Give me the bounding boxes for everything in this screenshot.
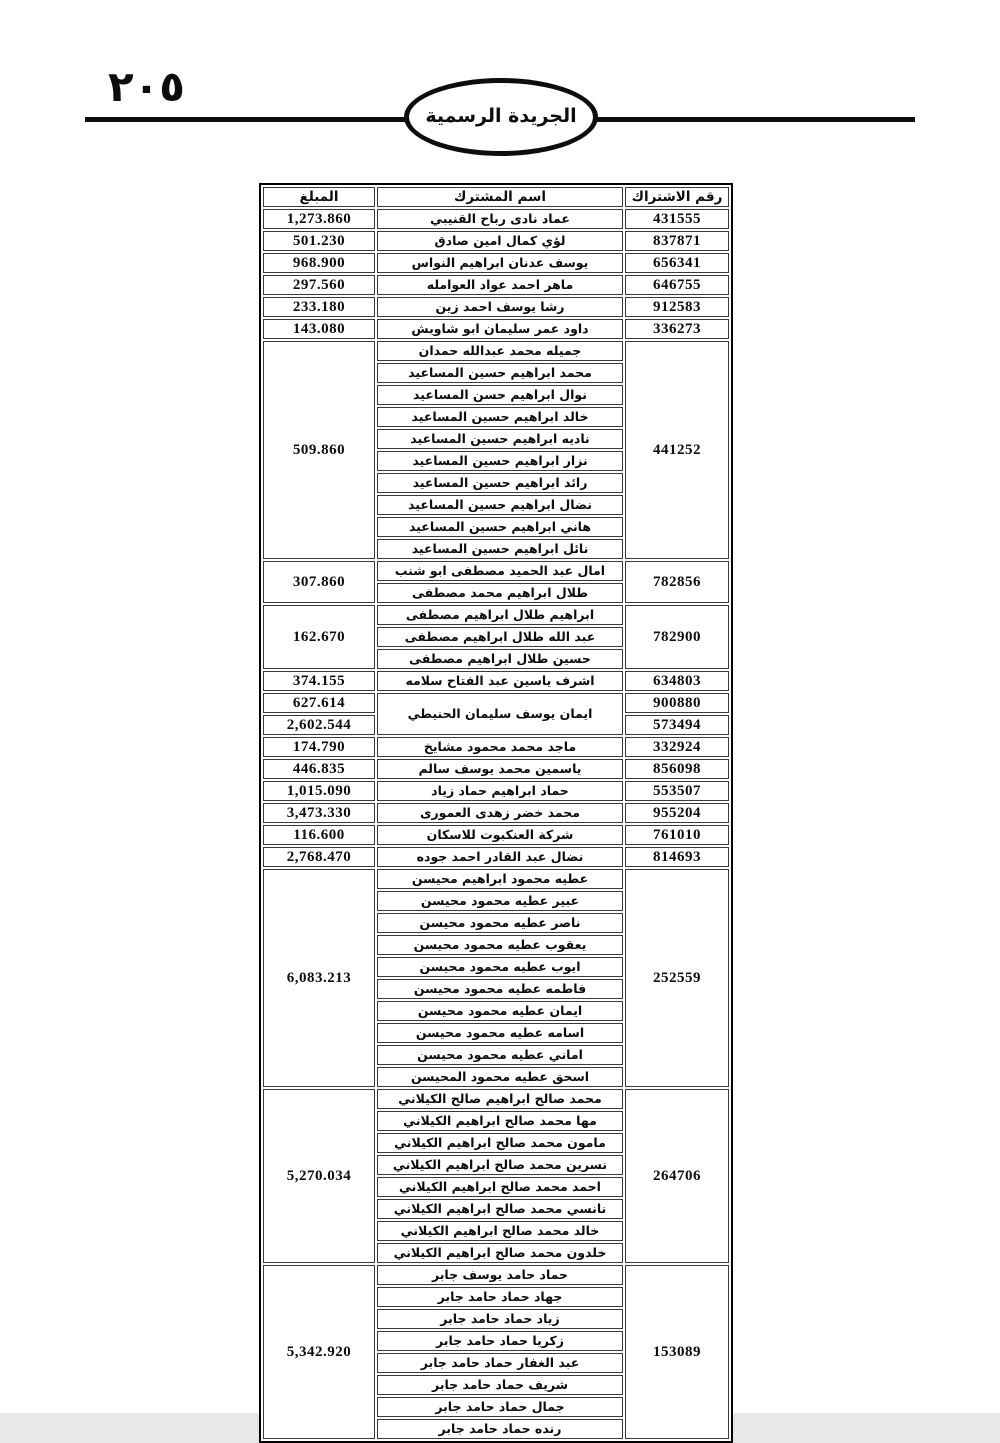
cell-amount: 3,473.330 — [263, 803, 375, 823]
table-row — [263, 253, 729, 273]
cell-subscriber-name: ايوب عطيه محمود محيسن — [377, 957, 623, 977]
cell-amount: 627.614 — [263, 693, 375, 713]
subscribers-table-wrapper — [259, 183, 733, 1443]
cell-subscription-number: 634803 — [625, 671, 729, 691]
cell-amount: 143.080 — [263, 319, 375, 339]
cell-subscription-number: 814693 — [625, 847, 729, 867]
cell-subscriber-name: فاطمه عطيه محمود محيسن — [377, 979, 623, 999]
table-row — [263, 561, 729, 581]
cell-subscription-number: 431555 — [625, 209, 729, 229]
cell-subscriber-name: خالد ابراهيم حسين المساعيد — [377, 407, 623, 427]
subscribers-table — [259, 183, 733, 1443]
table-row — [263, 803, 729, 823]
cell-subscriber-name: داود عمر سليمان ابو شاويش — [377, 319, 623, 339]
table-row — [263, 297, 729, 317]
cell-subscriber-name: ياسمين محمد يوسف سالم — [377, 759, 623, 779]
cell-amount: 968.900 — [263, 253, 375, 273]
cell-subscription-number: 955204 — [625, 803, 729, 823]
cell-subscriber-name: عبير عطيه محمود محيسن — [377, 891, 623, 911]
cell-amount: 1,015.090 — [263, 781, 375, 801]
cell-subscriber-name: خلدون محمد صالح ابراهيم الكيلاني — [377, 1243, 623, 1263]
table-row — [263, 671, 729, 691]
cell-subscription-number: 553507 — [625, 781, 729, 801]
cell-subscription-number: 837871 — [625, 231, 729, 251]
cell-subscriber-name: ماجد محمد محمود مشايخ — [377, 737, 623, 757]
cell-subscriber-name: رشا يوسف احمد زين — [377, 297, 623, 317]
table-row — [263, 1265, 729, 1285]
cell-subscription-number: 332924 — [625, 737, 729, 757]
cell-subscriber-name: اسحق عطيه محمود المحيسن — [377, 1067, 623, 1087]
cell-subscription-number: 761010 — [625, 825, 729, 845]
cell-subscriber-name: ناديه ابراهيم حسين المساعيد — [377, 429, 623, 449]
cell-subscriber-name: لؤي كمال امين صادق — [377, 231, 623, 251]
table-row — [263, 737, 729, 757]
cell-subscriber-name: مامون محمد صالح ابراهيم الكيلاني — [377, 1133, 623, 1153]
cell-subscriber-name: مها محمد صالح ابراهيم الكيلاني — [377, 1111, 623, 1131]
header-subscription-number: رقم الاشتراك — [625, 187, 729, 207]
cell-subscriber-name: حماد ابراهيم حماد زياد — [377, 781, 623, 801]
cell-subscriber-name: جهاد حماد حامد جابر — [377, 1287, 623, 1307]
cell-subscriber-name: اشرف ياسين عبد الفتاح سلامه — [377, 671, 623, 691]
cell-subscriber-name: اسامه عطيه محمود محيسن — [377, 1023, 623, 1043]
table-header-row — [263, 187, 729, 207]
cell-subscriber-name: شريف حماد حامد جابر — [377, 1375, 623, 1395]
cell-amount: 5,342.920 — [263, 1265, 375, 1439]
cell-subscription-number: 656341 — [625, 253, 729, 273]
cell-subscription-number: 856098 — [625, 759, 729, 779]
table-row — [263, 825, 729, 845]
cell-subscription-number: 336273 — [625, 319, 729, 339]
table-row — [263, 869, 729, 889]
cell-subscriber-name: عبد الغفار حماد حامد جابر — [377, 1353, 623, 1373]
cell-subscriber-name: ايمان يوسف سليمان الحنيطي — [377, 693, 623, 735]
cell-subscriber-name: طلال ابراهيم محمد مصطفى — [377, 583, 623, 603]
page-number: ٢٠٥ — [108, 62, 185, 111]
cell-subscription-number: 646755 — [625, 275, 729, 295]
cell-amount: 307.860 — [263, 561, 375, 603]
cell-subscription-number: 264706 — [625, 1089, 729, 1263]
cell-subscription-number: 912583 — [625, 297, 729, 317]
cell-subscriber-name: زياد حماد حامد جابر — [377, 1309, 623, 1329]
table-row — [263, 231, 729, 251]
gazette-title: الجريدة الرسمية — [425, 105, 577, 127]
cell-subscriber-name: نسرين محمد صالح ابراهيم الكيلاني — [377, 1155, 623, 1175]
table-row — [263, 781, 729, 801]
cell-subscription-number: 782900 — [625, 605, 729, 669]
cell-subscriber-name: شركة العنكبوت للاسكان — [377, 825, 623, 845]
cell-amount: 5,270.034 — [263, 1089, 375, 1263]
table-row — [263, 341, 729, 361]
cell-subscriber-name: عبد الله طلال ابراهيم مصطفى — [377, 627, 623, 647]
table-row — [263, 1089, 729, 1109]
table-row — [263, 319, 729, 339]
cell-subscriber-name: نضال عبد القادر احمد جوده — [377, 847, 623, 867]
cell-amount: 2,768.470 — [263, 847, 375, 867]
cell-subscription-number: 153089 — [625, 1265, 729, 1439]
cell-subscriber-name: حماد حامد يوسف جابر — [377, 1265, 623, 1285]
cell-amount: 446.835 — [263, 759, 375, 779]
cell-subscription-number: 573494 — [625, 715, 729, 735]
cell-subscriber-name: محمد خضر زهدى العمورى — [377, 803, 623, 823]
cell-subscriber-name: جمال حماد حامد جابر — [377, 1397, 623, 1417]
cell-subscriber-name: رائد ابراهيم حسين المساعيد — [377, 473, 623, 493]
cell-subscriber-name: محمد صالح ابراهيم صالح الكيلاني — [377, 1089, 623, 1109]
cell-amount: 509.860 — [263, 341, 375, 559]
cell-amount: 1,273.860 — [263, 209, 375, 229]
table-row — [263, 605, 729, 625]
table-row — [263, 275, 729, 295]
cell-subscriber-name: خالد محمد صالح ابراهيم الكيلاني — [377, 1221, 623, 1241]
table-row — [263, 759, 729, 779]
cell-subscriber-name: نزار ابراهيم حسين المساعيد — [377, 451, 623, 471]
cell-subscriber-name: ابراهيم طلال ابراهيم مصطفى — [377, 605, 623, 625]
header-subscriber-name: اسم المشترك — [377, 187, 623, 207]
cell-subscriber-name: محمد ابراهيم حسين المساعيد — [377, 363, 623, 383]
gazette-banner-ellipse — [404, 78, 598, 156]
cell-subscriber-name: نضال ابراهيم حسين المساعيد — [377, 495, 623, 515]
cell-subscription-number: 782856 — [625, 561, 729, 603]
table-row — [263, 693, 729, 713]
cell-subscriber-name: حسين طلال ابراهيم مصطفى — [377, 649, 623, 669]
cell-subscriber-name: ماهر احمد عواد العوامله — [377, 275, 623, 295]
cell-subscriber-name: زكريا حماد حامد جابر — [377, 1331, 623, 1351]
cell-subscriber-name: رنده حماد حامد جابر — [377, 1419, 623, 1439]
cell-subscriber-name: يعقوب عطيه محمود محيسن — [377, 935, 623, 955]
cell-subscriber-name: عماد نادى رباح القنيبي — [377, 209, 623, 229]
cell-amount: 2,602.544 — [263, 715, 375, 735]
cell-subscriber-name: ايمان عطيه محمود محيسن — [377, 1001, 623, 1021]
cell-subscriber-name: جميله محمد عبدالله حمدان — [377, 341, 623, 361]
cell-subscriber-name: عطيه محمود ابراهيم محيسن — [377, 869, 623, 889]
cell-amount: 6,083.213 — [263, 869, 375, 1087]
table-body — [263, 209, 729, 1439]
cell-subscriber-name: يوسف عدنان ابراهيم النواس — [377, 253, 623, 273]
table-row — [263, 847, 729, 867]
cell-subscriber-name: نانسي محمد صالح ابراهيم الكيلاني — [377, 1199, 623, 1219]
cell-amount: 116.600 — [263, 825, 375, 845]
table-row — [263, 209, 729, 229]
cell-amount: 501.230 — [263, 231, 375, 251]
cell-amount: 233.180 — [263, 297, 375, 317]
cell-subscription-number: 441252 — [625, 341, 729, 559]
cell-amount: 297.560 — [263, 275, 375, 295]
cell-subscriber-name: احمد محمد صالح ابراهيم الكيلاني — [377, 1177, 623, 1197]
cell-subscription-number: 900880 — [625, 693, 729, 713]
cell-amount: 374.155 — [263, 671, 375, 691]
cell-amount: 174.790 — [263, 737, 375, 757]
cell-amount: 162.670 — [263, 605, 375, 669]
cell-subscriber-name: اماني عطيه محمود محيسن — [377, 1045, 623, 1065]
cell-subscriber-name: نائل ابراهيم حسين المساعيد — [377, 539, 623, 559]
cell-subscription-number: 252559 — [625, 869, 729, 1087]
cell-subscriber-name: نوال ابراهيم حسن المساعيد — [377, 385, 623, 405]
header-amount: المبلغ — [263, 187, 375, 207]
cell-subscriber-name: هاني ابراهيم حسين المساعيد — [377, 517, 623, 537]
cell-subscriber-name: ناصر عطيه محمود محيسن — [377, 913, 623, 933]
cell-subscriber-name: امال عبد الحميد مصطفى ابو شنب — [377, 561, 623, 581]
